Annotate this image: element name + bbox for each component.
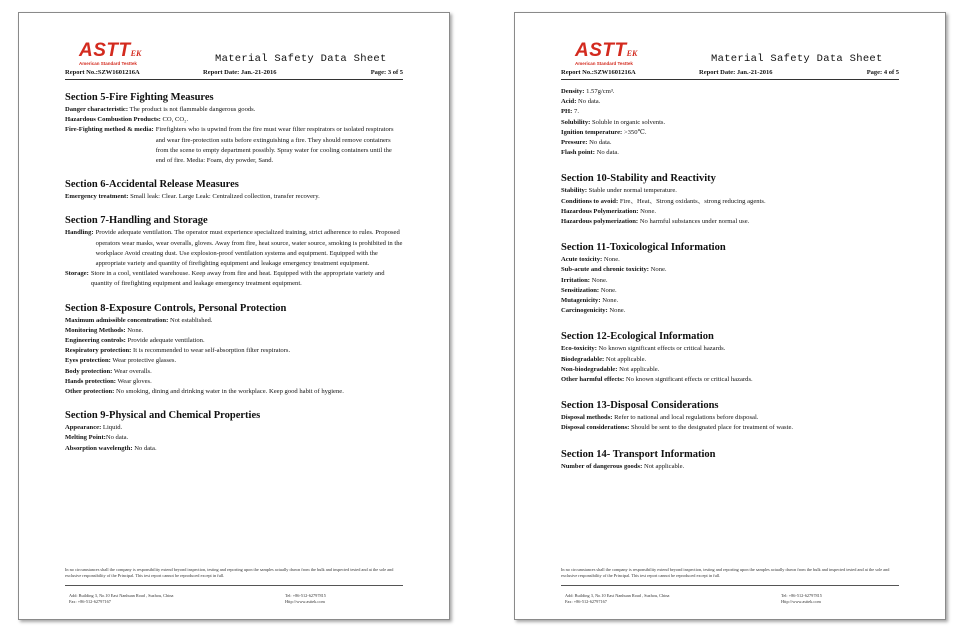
field-value: None. <box>602 297 619 305</box>
section-5-heading: Section 5-Fire Fighting Measures <box>65 92 214 103</box>
logo-text: ASTT <box>575 40 627 61</box>
field-value: CO, CO₂. <box>162 116 189 124</box>
footer-contact <box>65 593 403 605</box>
footer-divider <box>561 585 899 586</box>
field-label: Absorption wavelength: <box>65 444 133 452</box>
section-7-heading: Section 7-Handling and Storage <box>65 215 208 227</box>
document-page-4 <box>514 12 946 620</box>
field-value: Not applicable. <box>605 355 647 363</box>
field-value: It is recommended to wear self-absorption filter respirators. <box>133 347 291 355</box>
footer-fax: Fax: +86-512-62797167 <box>69 599 111 604</box>
section-13-heading: Section 13-Disposal Considerations <box>561 400 719 412</box>
field-label: Biodegradable: <box>561 355 605 363</box>
field-label: Hazardous Combustion Products: <box>65 116 161 124</box>
footer-web: Http://www.asttek.com <box>781 599 821 604</box>
field-label: Flash point: <box>561 149 595 157</box>
report-number: Report No.:SZW1601216A <box>65 69 140 76</box>
field-value: No data. <box>578 98 601 106</box>
field-label: Other harmful effects: <box>561 376 625 384</box>
field-label: Ignition temperature: <box>561 128 623 136</box>
field-value: Not applicable. <box>619 365 660 373</box>
field-label: Acid: <box>561 98 577 106</box>
header-divider <box>65 79 403 80</box>
field-label: Respiratory protection: <box>65 347 132 355</box>
footer-tel: Tel: +86-512-62797815 <box>285 593 326 598</box>
field-value: None. <box>603 256 620 264</box>
field-label: Mutagenicity: <box>561 297 601 305</box>
field-label: Eyes protection: <box>65 357 111 365</box>
field-label: Body protection: <box>65 367 113 375</box>
field-value: No data. <box>589 139 612 147</box>
right-content <box>561 87 899 472</box>
field-label: Monitoring Methods: <box>65 326 126 334</box>
company-logo <box>79 41 141 66</box>
field-label: Eco-toxicity: <box>561 345 597 353</box>
field-value: Wear protective glasses. <box>112 357 177 365</box>
field-label: Stability: <box>561 187 588 195</box>
company-logo <box>575 41 637 66</box>
field-label: Non-biodegradable: <box>561 365 618 373</box>
field-value: No known significant effects or critical hazards. <box>598 345 726 353</box>
header-divider <box>561 79 899 80</box>
footer-web: Http://www.asttek.com <box>285 599 325 604</box>
field-label: Danger characteristic: <box>65 106 129 113</box>
section-6-heading: Section 6-Accidental Release Measures <box>65 179 239 191</box>
field-value: >350℃. <box>623 128 647 136</box>
section-12-heading: Section 12-Ecological Information <box>561 331 714 343</box>
field-value: None. <box>609 307 626 315</box>
report-number: Report No.:SZW1601216A <box>561 69 636 76</box>
field-label: Melting Point: <box>65 434 106 442</box>
field-value: None. <box>600 286 617 294</box>
document-title: Material Safety Data Sheet <box>711 53 883 65</box>
footer-address: Add: Building 3, No.10 East Nanhuan Road , Suzhou, China <box>69 593 174 598</box>
footer-address: Add: Building 3, No.10 East Nanhuan Road , Suzhou, China <box>565 593 670 598</box>
field-label: PH: <box>561 108 573 116</box>
field-label: Irritation: <box>561 276 590 284</box>
field-value: Wear overalls. <box>113 367 152 375</box>
field-label: Other protection: <box>65 388 115 396</box>
footer-divider <box>65 585 403 586</box>
footer-disclaimer: In no circumstances shall the company is responsibility extend beyond inspection, testing and reporting upon the samples actually drawn from the bulk and inspected tested and at the sole and exclusive responsibility of the Principal. This test report cannot be reproduced except in full. <box>65 567 394 578</box>
field-label: Acute toxicity: <box>561 256 603 264</box>
field-value: Provide adequate ventilation. The operator must experience specialized training, strict adherence to rules. Proposed operators wear masks, wear overalls, gloves. Away from fire, heat source, water source, smoking is prohibited in the workplace Avoid creating dust. Use explosion-proof ventilation systems and equipment. Equipped with the appropriate variety and quantity of firefighting equipment and leakage emergency treatment equipment. <box>95 229 403 268</box>
field-value: No data. <box>134 444 157 452</box>
field-value: None. <box>127 326 144 334</box>
field-value: No known significant effects or critical hazards. <box>625 376 753 384</box>
field-value: 7. <box>574 108 579 116</box>
report-date: Report Date: Jan.-21-2016 <box>203 69 277 76</box>
field-label: Engineering controls: <box>65 337 126 345</box>
field-value: Should be sent to the designated place for treatment of waste. <box>630 424 794 432</box>
logo-suffix: EK <box>130 49 142 58</box>
field-value: Liquid. <box>102 424 123 432</box>
field-value: No data. <box>105 434 129 442</box>
section-8-heading: Section 8-Exposure Controls, Personal Protection <box>65 302 287 314</box>
section-11-heading: Section 11-Toxicological Information <box>561 242 726 254</box>
field-value: Fire、Heat、Strong oxidants、strong reducing agents. <box>619 197 766 205</box>
field-label: Carcinogenicity: <box>561 307 608 315</box>
field-label: Number of dangerous goods: <box>561 462 643 470</box>
field-label: Solubility: <box>561 118 591 126</box>
document-page-3 <box>18 12 450 620</box>
field-value: Refer to national and local regulations before disposal. <box>614 414 759 422</box>
field-value: Stable under normal temperature. <box>588 187 677 195</box>
field-label: Appearance: <box>65 424 102 432</box>
section-14-heading: Section 14- Transport Information <box>561 448 716 460</box>
section-10-heading: Section 10-Stability and Reactivity <box>561 173 716 185</box>
field-value: None. <box>640 207 657 215</box>
report-date: Report Date: Jan.-21-2016 <box>699 69 773 76</box>
page-number: Page: 4 of 5 <box>866 69 899 76</box>
field-value: Small leak: Clear. Large Leak: Centralized collection, transfer recovery. <box>130 193 320 201</box>
field-value: Not applicable. <box>643 462 685 470</box>
field-label: Hazardous Polymerization: <box>561 207 639 215</box>
field-label: Sensitization: <box>561 286 600 294</box>
field-label: Storage: <box>65 270 89 278</box>
field-label: Density: <box>561 88 585 95</box>
left-content <box>65 91 403 454</box>
field-value: Wear gloves. <box>117 377 152 385</box>
field-value: Provide adequate ventilation. <box>127 337 205 345</box>
field-label: Disposal methods: <box>561 414 613 422</box>
field-label: Fire-Fighting method & media: <box>65 126 154 134</box>
field-value: 1.57g/cm³. <box>586 88 615 95</box>
report-meta <box>65 69 403 79</box>
footer-contact <box>561 593 899 605</box>
field-value: Store in a cool, ventilated warehouse. Keep away from fire and heat. Equipped with the appropriate variety and quantity of firefighting equipment and leakage emergency treatment equipment. <box>90 270 385 288</box>
footer-fax: Fax: +86-512-62797167 <box>565 599 607 604</box>
field-value: Soluble in organic solvents. <box>591 118 666 126</box>
field-value: No smoking, dining and drinking water in the workplace. Keep good habit of hygiene. <box>116 388 344 396</box>
section-9-heading: Section 9-Physical and Chemical Properties <box>65 410 261 422</box>
footer-tel: Tel: +86-512-62797815 <box>781 593 822 598</box>
field-label: Disposal considerations: <box>561 424 630 432</box>
field-label: Conditions to avoid: <box>561 197 619 205</box>
field-value: None. <box>591 276 608 284</box>
field-value: Not established. <box>169 316 213 324</box>
field-value: No harmful substances under normal use. <box>639 218 750 226</box>
logo-text: ASTT <box>79 40 131 61</box>
field-value: The product is not flammable dangerous goods. <box>129 106 256 113</box>
document-title: Material Safety Data Sheet <box>215 53 387 65</box>
report-meta <box>561 69 899 79</box>
field-value: Firefighters who is upwind from the fire must wear filter respirators or isolated respirators and wear fire-protection suits before extinguishing a fire. They should remove containers from the scene to empty department possibly. Spray water for cooling containers until the end of fire. Media: Foam, dry powder, Sand. <box>155 126 394 165</box>
field-label: Hazardous polymerization: <box>561 218 639 226</box>
field-label: Pressure: <box>561 139 588 147</box>
field-label: Emergency treatment: <box>65 193 129 201</box>
logo-suffix: EK <box>626 49 638 58</box>
field-label: Handling: <box>65 229 94 237</box>
field-value: None. <box>650 266 667 274</box>
field-label: Sub-acute and chronic toxicity: <box>561 266 649 274</box>
logo-tagline: American Standard Testtek <box>79 61 137 66</box>
field-label: Maximum admissible concentration: <box>65 316 169 324</box>
page-number: Page: 3 of 5 <box>370 69 403 76</box>
footer-disclaimer: In no circumstances shall the company is responsibility extend beyond inspection, testing and reporting upon the samples actually drawn from the bulk and inspected tested and at the sole and exclusive responsibility of the Principal. This test report cannot be reproduced except in full. <box>561 567 890 578</box>
field-label: Hands protection: <box>65 377 116 385</box>
field-value: No data. <box>596 149 619 157</box>
logo-tagline: American Standard Testtek <box>575 61 633 66</box>
